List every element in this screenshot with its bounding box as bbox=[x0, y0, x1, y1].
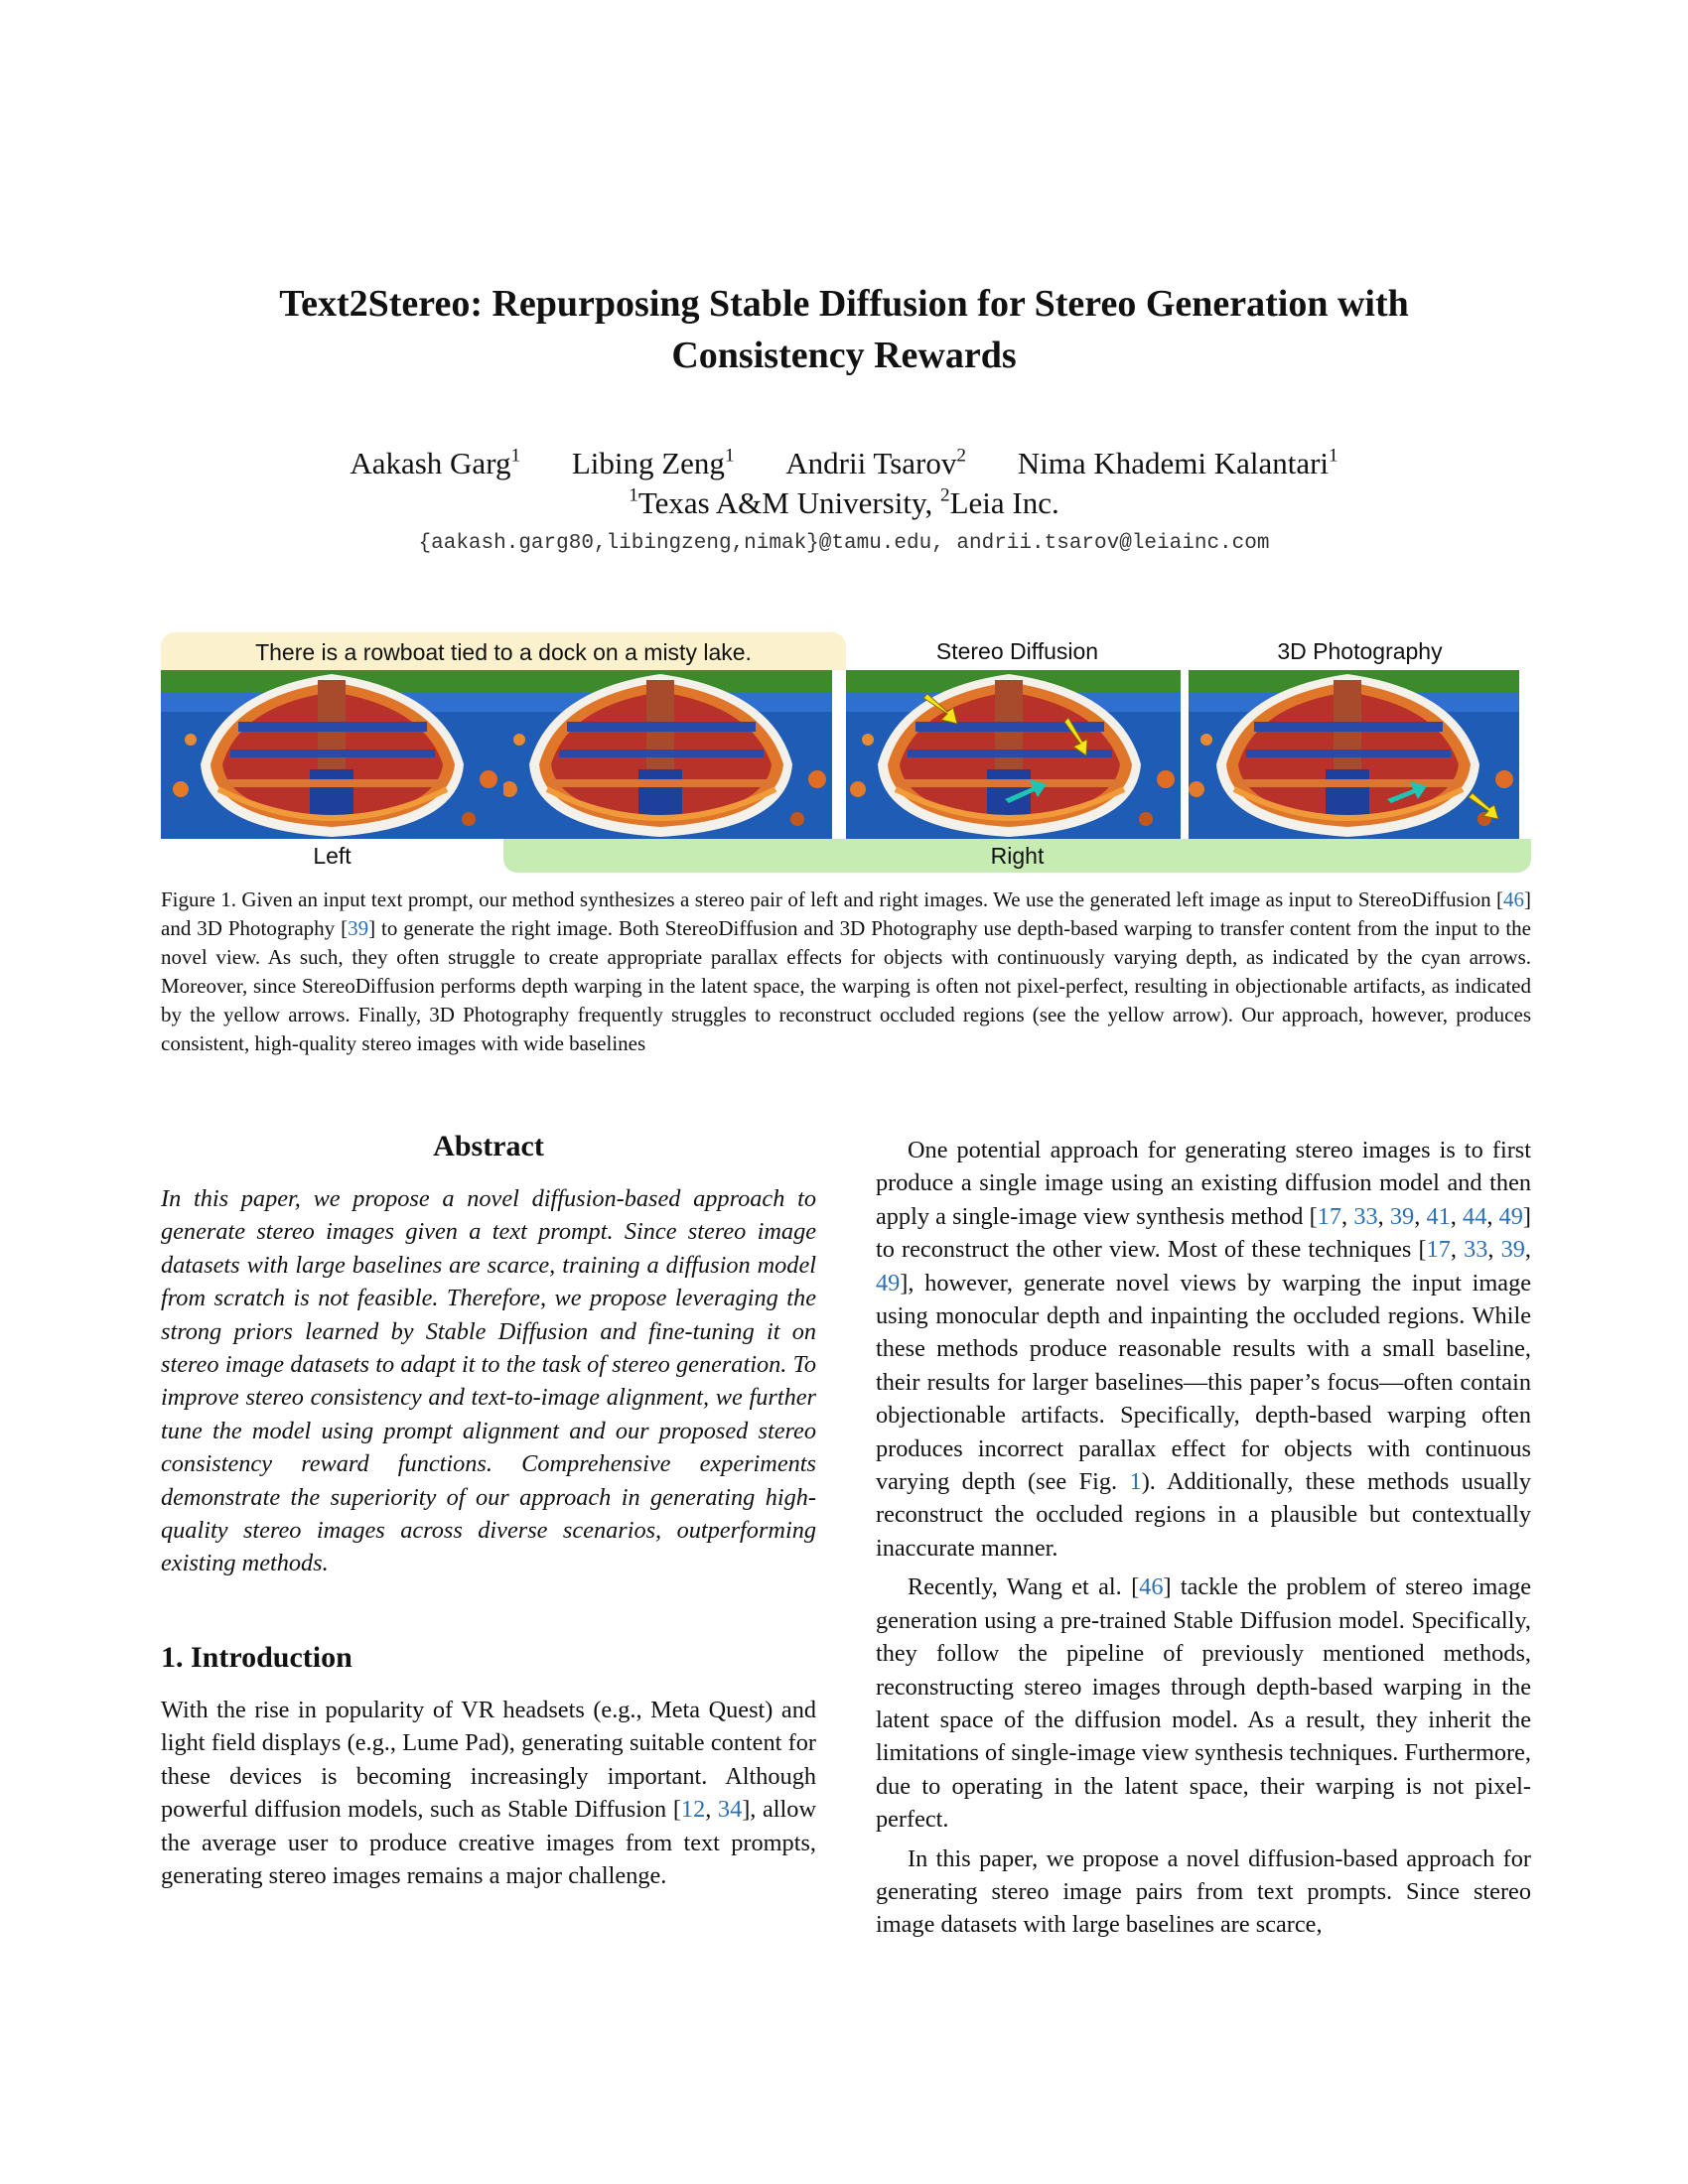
paragraph-text: , bbox=[1487, 1236, 1501, 1264]
citation-link[interactable]: 44 bbox=[1463, 1202, 1487, 1230]
paragraph-text: ], allow the average user to produce creative images from text prompts, generating stereo images remains a major challenge. bbox=[161, 1796, 816, 1889]
citation-link[interactable]: 34 bbox=[717, 1796, 743, 1824]
citation-link[interactable]: 49 bbox=[1498, 1202, 1523, 1230]
paragraph-text: With the rise in popularity of VR headsets (e.g., Meta Quest) and light field displays (e.g., Lume Pad), generating suitable content for these devices is becoming increasingly important. Although powerful diffusion models, such as Stable Diffusion [ bbox=[161, 1696, 816, 1824]
citation-link[interactable]: 17 bbox=[1426, 1236, 1451, 1264]
citation-link[interactable]: 39 bbox=[1500, 1236, 1525, 1264]
citation-link[interactable]: 17 bbox=[1317, 1202, 1342, 1230]
paragraph-text: Recently, Wang et al. [ bbox=[908, 1573, 1140, 1601]
citation-link[interactable]: 12 bbox=[680, 1796, 706, 1824]
paragraph-text: One potential approach for generating stereo images is to first produce a single image using an existing diffusion model and then apply a single-image view synthesis method [ bbox=[876, 1137, 1531, 1230]
intro-paragraph-4 bbox=[876, 1843, 1531, 1942]
paragraph-text: , bbox=[1486, 1202, 1499, 1230]
intro-paragraph-2 bbox=[876, 1134, 1531, 1565]
citation-link[interactable]: 39 bbox=[348, 916, 369, 940]
affiliations bbox=[199, 483, 1489, 523]
paragraph-text: , bbox=[1524, 1236, 1531, 1264]
citation-link[interactable]: 41 bbox=[1426, 1202, 1451, 1230]
affiliation-mark: 1 bbox=[724, 445, 735, 467]
author bbox=[1018, 446, 1338, 480]
citation-link[interactable]: 1 bbox=[1129, 1468, 1142, 1496]
paragraph-text: , bbox=[1450, 1236, 1465, 1264]
author bbox=[785, 446, 966, 480]
paragraph-text: , bbox=[1414, 1202, 1427, 1230]
right-image-3d-photography bbox=[1189, 670, 1531, 839]
paper-title bbox=[199, 278, 1489, 381]
paper-title-line-1: Text2Stereo: Repurposing Stable Diffusion for Stereo Generation with bbox=[279, 283, 1409, 325]
paragraph-text: , bbox=[1377, 1202, 1390, 1230]
citation-link[interactable]: 39 bbox=[1389, 1202, 1415, 1230]
intro-paragraph-3 bbox=[876, 1570, 1531, 1836]
left-image-rowboat bbox=[161, 670, 503, 839]
right-column bbox=[876, 1134, 1531, 1948]
author-name: Aakash Garg bbox=[350, 446, 511, 480]
affiliation-mark: 2 bbox=[956, 445, 966, 467]
abstract-heading: Abstract bbox=[433, 1130, 544, 1162]
left-label: Left bbox=[313, 843, 352, 869]
citation-link[interactable]: 46 bbox=[1503, 887, 1524, 911]
paragraph-text: ] tackle the problem of stereo image generation using a pre-trained Stable Diffusion model. Specifically, they follow the pipeline of previously mentioned methods, reconstructing stereo images through depth-based warping in the latent space of the diffusion model. As a result, they inherit the limitations of single-image view synthesis techniques. Furthermore, due to operating in the latent space, their warping is not pixel-perfect. bbox=[876, 1573, 1532, 1834]
abstract-text: In this paper, we propose a novel diffusion-based approach to generate stereo images given a text prompt. Since stereo image datasets with large baselines are scarce, training a diffusion model from scratch is not feasible. Therefore, we propose leveraging the strong priors learned by Stable Diffusion and fine-tuning it on stereo image datasets to adapt it to the task of stereo generation. To improve stereo consistency and text-to-image alignment, we further tune the model using prompt alignment and our proposed stereo consistency reward functions. Comprehensive experiments demonstrate the superiority of our approach in generating high-quality stereo images across diverse scenarios, outperforming existing methods. bbox=[161, 1185, 816, 1577]
figure-1 bbox=[161, 632, 1531, 877]
right-image-stereo-diffusion bbox=[846, 670, 1189, 839]
intro-paragraph-1 bbox=[161, 1694, 816, 1892]
author-name: Libing Zeng bbox=[571, 446, 725, 480]
citation-link[interactable]: 49 bbox=[876, 1269, 901, 1297]
citation-link[interactable]: 33 bbox=[1464, 1236, 1488, 1264]
paragraph-text: ], however, generate novel views by warping the input image using monocular depth and inpainting the occluded regions. While these methods produce reasonable results with a small baseline, their results for larger baselines—this paper’s focus—often contain objectionable artifacts. Specifically, depth-based warping often produces incorrect parallax effect for objects with continuous varying depth (see Fig. bbox=[876, 1269, 1531, 1496]
paragraph-text: In this paper, we propose a novel diffusion-based approach for generating stereo image pairs from text prompts. Since stereo image datasets with large baselines are scarce, bbox=[876, 1844, 1531, 1939]
paragraph-text: ). Additionally, these methods usually reconstruct the occluded regions in a plausible but contextually inaccurate manner. bbox=[876, 1468, 1531, 1562]
3d-photography-label: 3D Photography bbox=[1277, 638, 1443, 664]
right-image-ours-rowboat bbox=[503, 670, 846, 839]
introduction-heading: 1. Introduction bbox=[161, 1640, 352, 1674]
figure-caption bbox=[161, 886, 1531, 1058]
author-name: Nima Khademi Kalantari bbox=[1017, 446, 1330, 480]
paragraph-text: , bbox=[705, 1796, 718, 1824]
affiliation-mark: 2 bbox=[939, 484, 950, 506]
affiliation-mark: 1 bbox=[1329, 445, 1338, 467]
caption-text: ] and 3D Photography [ bbox=[161, 887, 1531, 940]
author bbox=[572, 446, 735, 480]
paragraph-text: , bbox=[1450, 1202, 1464, 1230]
author-list bbox=[199, 444, 1489, 483]
left-column bbox=[161, 1127, 816, 1898]
author-name: Andrii Tsarov bbox=[785, 446, 957, 480]
citation-link[interactable]: 46 bbox=[1139, 1573, 1164, 1601]
stereo-diffusion-label: Stereo Diffusion bbox=[935, 638, 1099, 664]
author bbox=[350, 446, 520, 480]
prompt-banner: There is a rowboat tied to a dock on a misty lake. bbox=[161, 632, 846, 670]
affiliation-mark: 1 bbox=[629, 484, 638, 506]
paragraph-text: , bbox=[1341, 1202, 1354, 1230]
caption-text: ] to generate the right image. Both StereoDiffusion and 3D Photography use depth-based warping to transfer content from the input to the novel view. As such, they often struggle to create appropriate parallax effects for objects with continuously varying depth, as indicated by the cyan arrows. Moreover, since StereoDiffusion performs depth warping in the latent space, the warping is often not pixel-perfect, resulting in objectionable artifacts, as indicated by the yellow arrows. Finally, 3D Photography frequently struggles to reconstruct occluded regions (see the yellow arrow). Our approach, however, produces consistent, high-quality stereo images with wide baselines bbox=[161, 916, 1531, 1055]
affiliation-name: Leia Inc. bbox=[949, 485, 1059, 520]
affiliation-mark: 1 bbox=[510, 445, 521, 467]
paper-title-line-2: Consistency Rewards bbox=[671, 335, 1017, 376]
citation-link[interactable]: 33 bbox=[1353, 1202, 1378, 1230]
caption-text: Figure 1. Given an input text prompt, our method synthesizes a stereo pair of left and right images. We use the generated left image as input to StereoDiffusion [ bbox=[161, 887, 1503, 911]
paragraph-text: ] to reconstruct the other view. Most of these techniques [ bbox=[876, 1202, 1532, 1264]
author-emails: {aakash.garg80,libingzeng,nimak}@tamu.edu, andrii.tsarov@leiainc.com bbox=[418, 532, 1270, 555]
affiliation-name: Texas A&M University, bbox=[637, 485, 933, 520]
right-label: Right bbox=[503, 839, 1531, 873]
